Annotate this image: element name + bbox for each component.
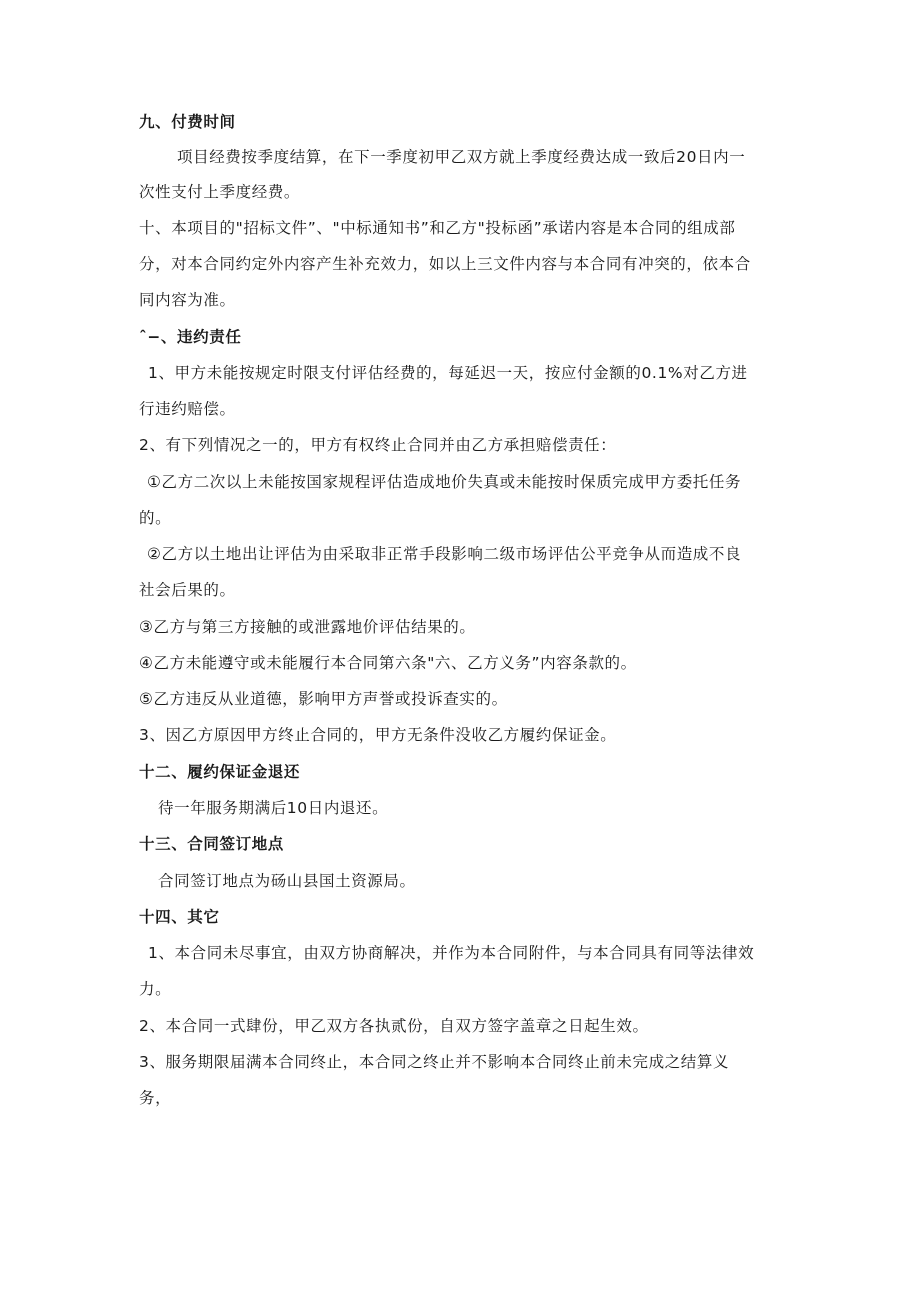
section-10-line-2: 分，对本合同约定外内容产生补充效力，如以上三文件内容与本合同有冲突的，依本合 xyxy=(139,255,751,273)
section-9-heading: 九、付费时间 xyxy=(139,113,236,131)
section-13-body: 合同签订地点为砀山县国土资源局。 xyxy=(158,872,416,890)
section-11-item-1-line-2: 行违约赔偿。 xyxy=(139,400,236,418)
section-11-sub-4: ④乙方未能遵守或未能履行本合同第六条"六、乙方义务”内容条款的。 xyxy=(139,654,637,672)
section-11-sub-1-line-2: 的。 xyxy=(139,509,172,527)
section-10-line-3: 同内容为准。 xyxy=(139,291,236,309)
section-9-body-line-1: 项目经费按季度结算，在下一季度初甲乙双方就上季度经费达成一致后20日内一 xyxy=(177,148,746,166)
section-11-item-3: 3、因乙方原因甲方终止合同的，甲方无条件没收乙方履约保证金。 xyxy=(139,726,617,744)
section-12-heading: 十二、履约保证金退还 xyxy=(139,763,301,781)
section-14-item-2: 2、本合同一式肆份，甲乙双方各执贰份，自双方签字盖章之日起生效。 xyxy=(139,1017,649,1035)
section-11-item-2: 2、有下列情况之一的，甲方有权终止合同并由乙方承担赔偿责任： xyxy=(139,436,617,454)
section-14-item-3-line-2: 务， xyxy=(139,1089,172,1107)
section-11-sub-2-line-1: ②乙方以土地出让评估为由采取非正常手段影响二级市场评估公平竞争从而造成不良 xyxy=(147,545,742,563)
section-14-heading: 十四、其它 xyxy=(139,908,220,926)
section-14-item-1-line-1: 1、本合同未尽事宜，由双方协商解决，并作为本合同附件，与本合同具有同等法律效 xyxy=(148,944,755,962)
section-11-sub-1-line-1: ①乙方二次以上未能按国家规程评估造成地价失真或未能按时保质完成甲方委托任务 xyxy=(147,473,742,491)
section-9-body-line-2: 次性支付上季度经费。 xyxy=(139,183,301,201)
section-10-line-1: 十、本项目的"招标文件”、"中标通知书”和乙方"投标函”承诺内容是本合同的组成部 xyxy=(139,219,736,237)
section-11-sub-5: ⑤乙方违反从业道德，影响甲方声誉或投诉查实的。 xyxy=(139,690,508,708)
section-11-sub-3: ③乙方与第三方接触的或泄露地价评估结果的。 xyxy=(139,618,476,636)
section-11-item-1-line-1: 1、甲方未能按规定时限支付评估经费的，每延迟一天，按应付金额的0.1%对乙方进 xyxy=(148,364,748,382)
section-12-body: 待一年服务期满后10日内退还。 xyxy=(158,799,389,817)
section-14-item-1-line-2: 力。 xyxy=(139,980,172,998)
section-11-sub-2-line-2: 社会后果的。 xyxy=(139,581,236,599)
section-11-heading: ˆ−、违约责任 xyxy=(139,328,242,346)
section-14-item-3-line-1: 3、服务期限届满本合同终止，本合同之终止并不影响本合同终止前未完成之结算义 xyxy=(139,1053,730,1071)
section-13-heading: 十三、合同签订地点 xyxy=(139,835,284,853)
